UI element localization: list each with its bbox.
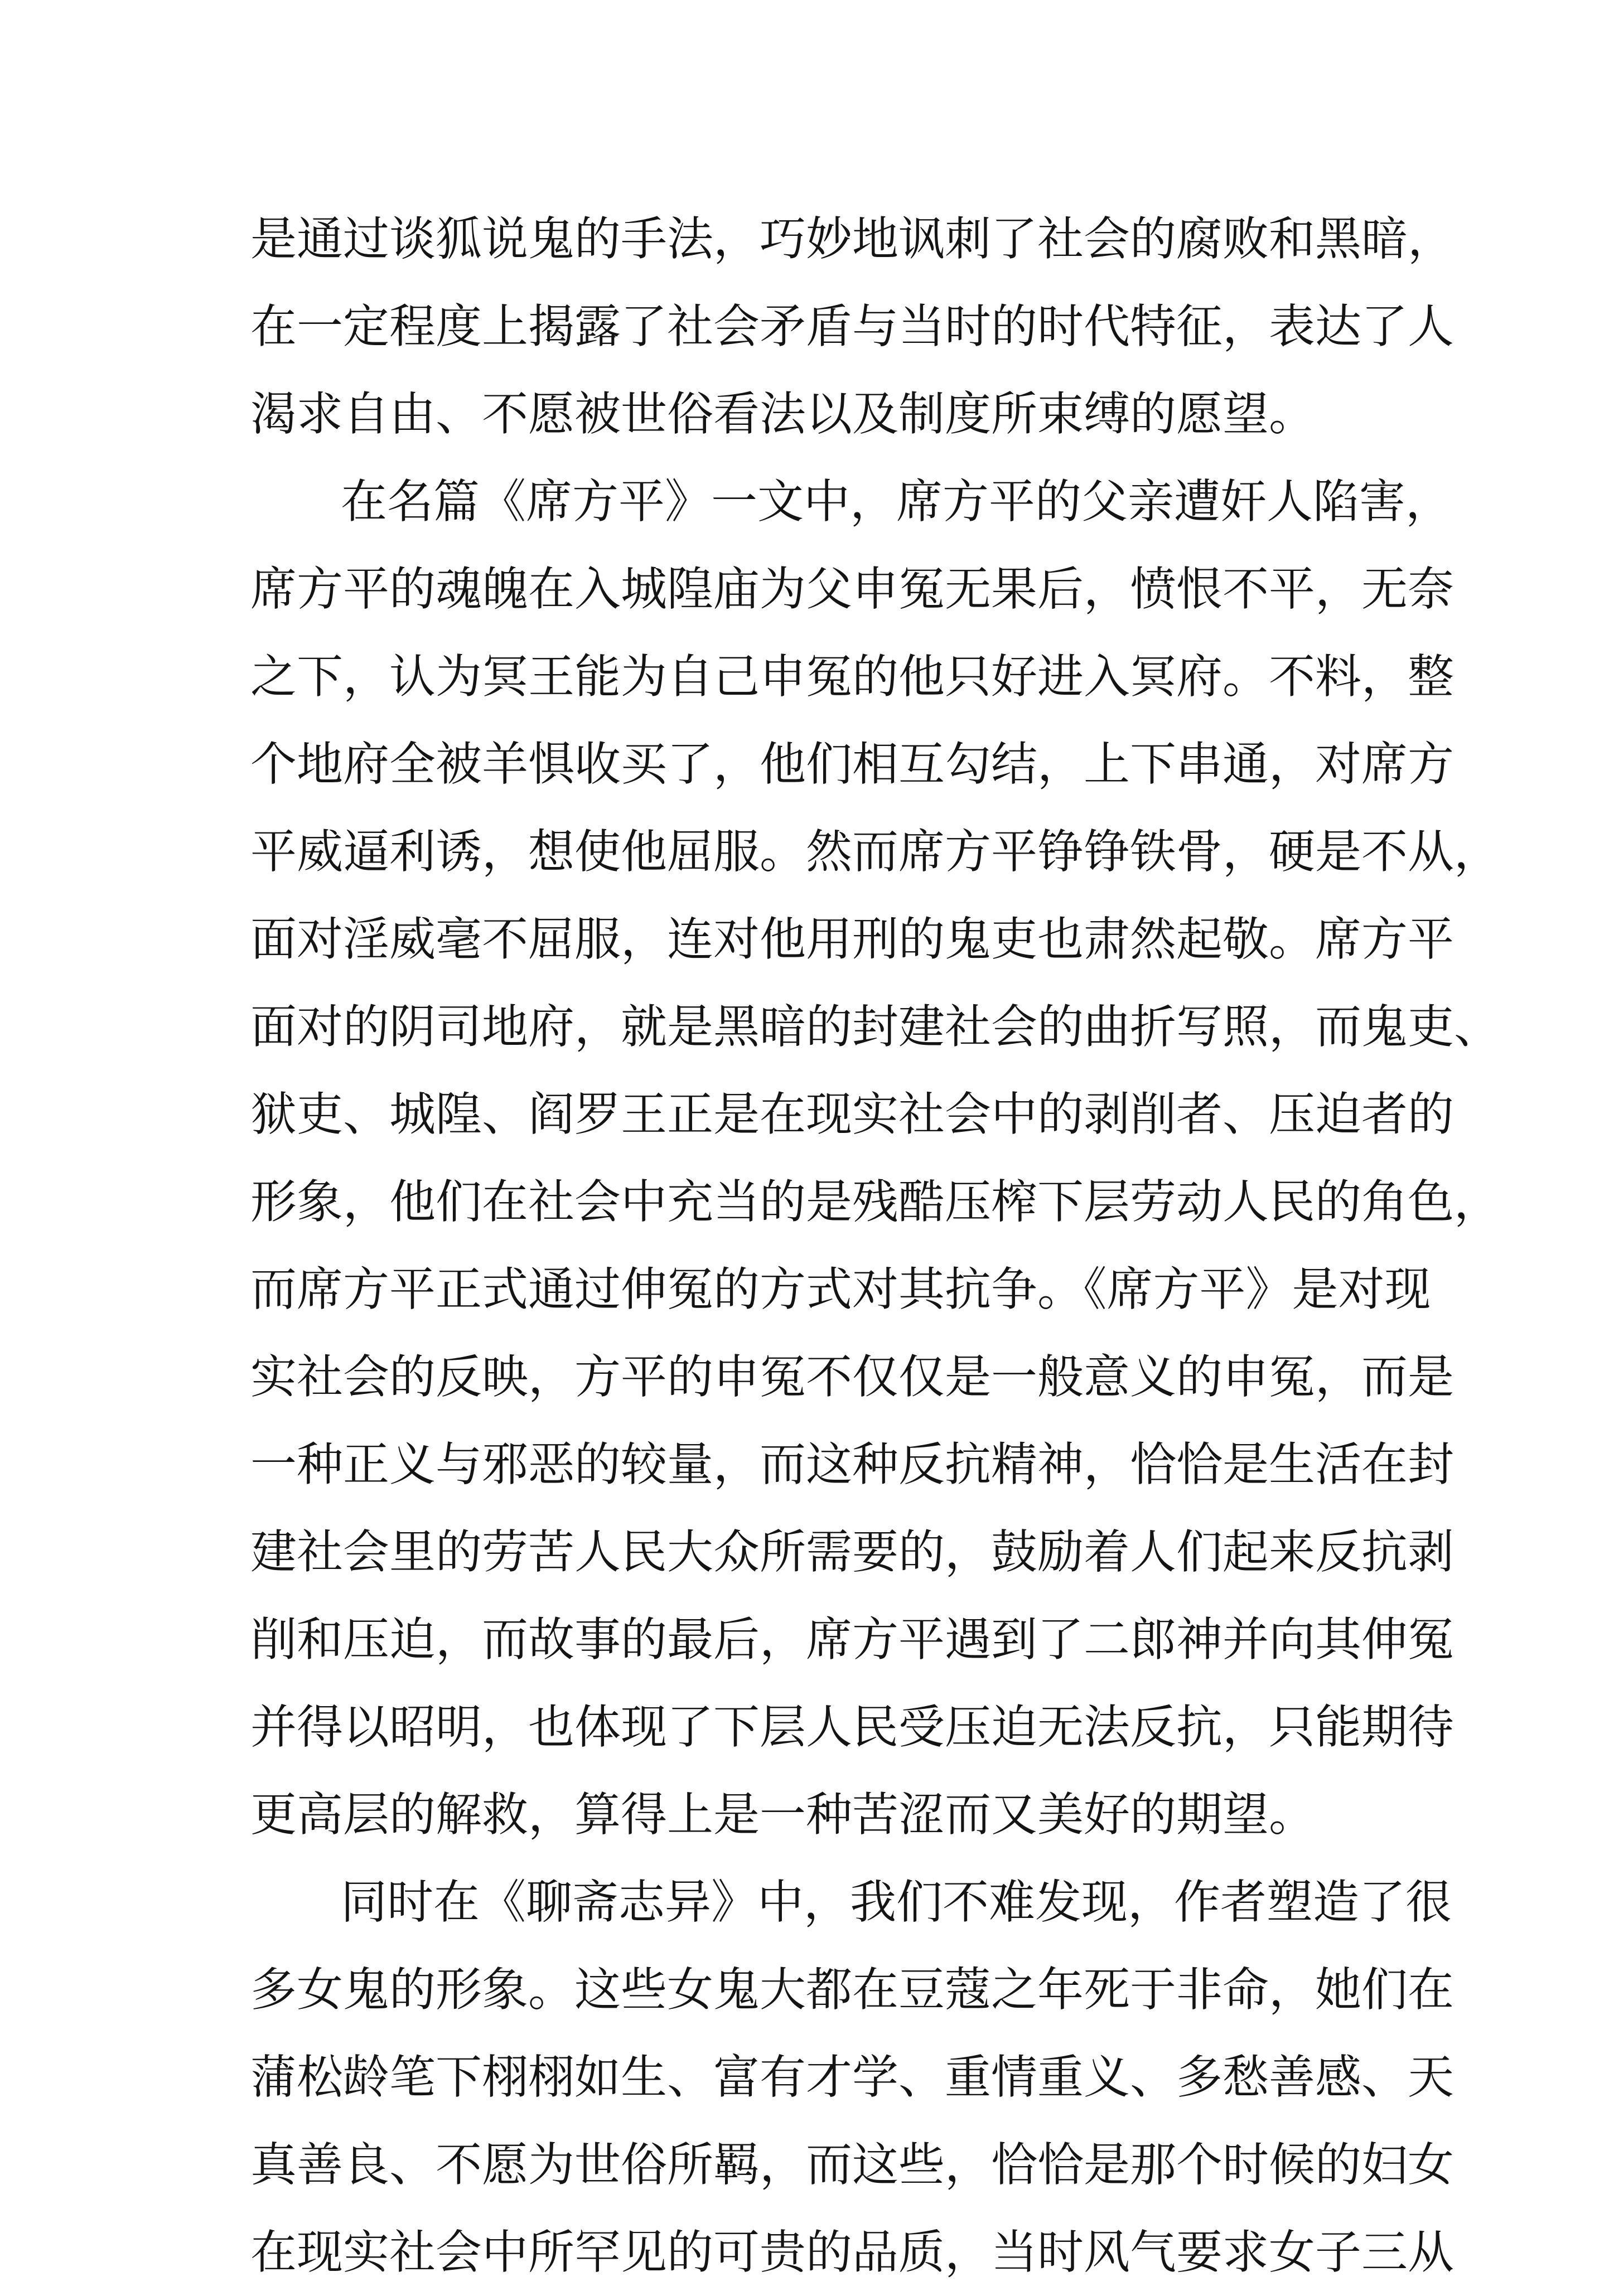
text-line: 同时在《聊斋志异》中，我们不难发现，作者塑造了很 (341, 1875, 1452, 1929)
text-line: 在名篇《席方平》一文中，席方平的父亲遭奸人陷害， (341, 474, 1452, 529)
text-line: 渴求自由、不愿被世俗看法以及制度所束缚的愿望。 (250, 387, 1315, 441)
text-line: 实社会的反映，方平的申冤不仅仅是一般意义的申冤，而是 (250, 1350, 1454, 1404)
text-line: 形象，他们在社会中充当的是残酷压榨下层劳动人民的角色， (250, 1175, 1500, 1229)
text-line: 狱吏、城隍、阎罗王正是在现实社会中的剥削者、压迫者的 (250, 1087, 1454, 1141)
text-line: 在现实社会中所罕见的可贵的品质，当时风气要求女子三从 (250, 2225, 1454, 2279)
text-line: 建社会里的劳苦人民大众所需要的，鼓励着人们起来反抗剥 (250, 1525, 1454, 1579)
text-line: 真善良、不愿为世俗所羁，而这些，恰恰是那个时候的妇女 (250, 2138, 1454, 2192)
text-line: 并得以昭明，也体现了下层人民受压迫无法反抗，只能期待 (250, 1700, 1454, 1754)
text-line: 一种正义与邪恶的较量，而这种反抗精神，恰恰是生活在封 (250, 1437, 1454, 1491)
text-line: 削和压迫，而故事的最后，席方平遇到了二郎神并向其伸冤 (250, 1612, 1454, 1667)
text-line: 席方平的魂魄在入城隍庙为父申冤无果后，愤恨不平，无奈 (250, 562, 1454, 616)
body-text (250, 195, 1500, 2296)
text-line: 多女鬼的形象。这些女鬼大都在豆蔻之年死于非命，她们在 (250, 1963, 1454, 2017)
text-line: 在一定程度上揭露了社会矛盾与当时的时代特征，表达了人 (250, 299, 1454, 353)
text-line: 而席方平正式通过伸冤的方式对其抗争。《席方平》是对现 (250, 1262, 1431, 1316)
text-line: 面对淫威毫不屈服，连对他用刑的鬼吏也肃然起敬。席方平 (250, 912, 1454, 966)
text-line: 之下，认为冥王能为自己申冤的他只好进入冥府。不料，整 (250, 650, 1454, 704)
text-line: 蒲松龄笔下栩栩如生、富有才学、重情重义、多愁善感、天 (250, 2050, 1454, 2104)
text-line: 是通过谈狐说鬼的手法，巧妙地讽刺了社会的腐败和黑暗， (250, 212, 1454, 266)
text-line: 更高层的解救，算得上是一种苦涩而又美好的期望。 (250, 1788, 1315, 1842)
text-line: 面对的阴司地府，就是黑暗的封建社会的曲折写照，而鬼吏、 (250, 1000, 1500, 1054)
text-line: 平威逼利诱，想使他屈服。然而席方平铮铮铁骨，硬是不从， (250, 825, 1500, 879)
text-line: 个地府全被羊惧收买了，他们相互勾结，上下串通，对席方 (250, 737, 1454, 791)
